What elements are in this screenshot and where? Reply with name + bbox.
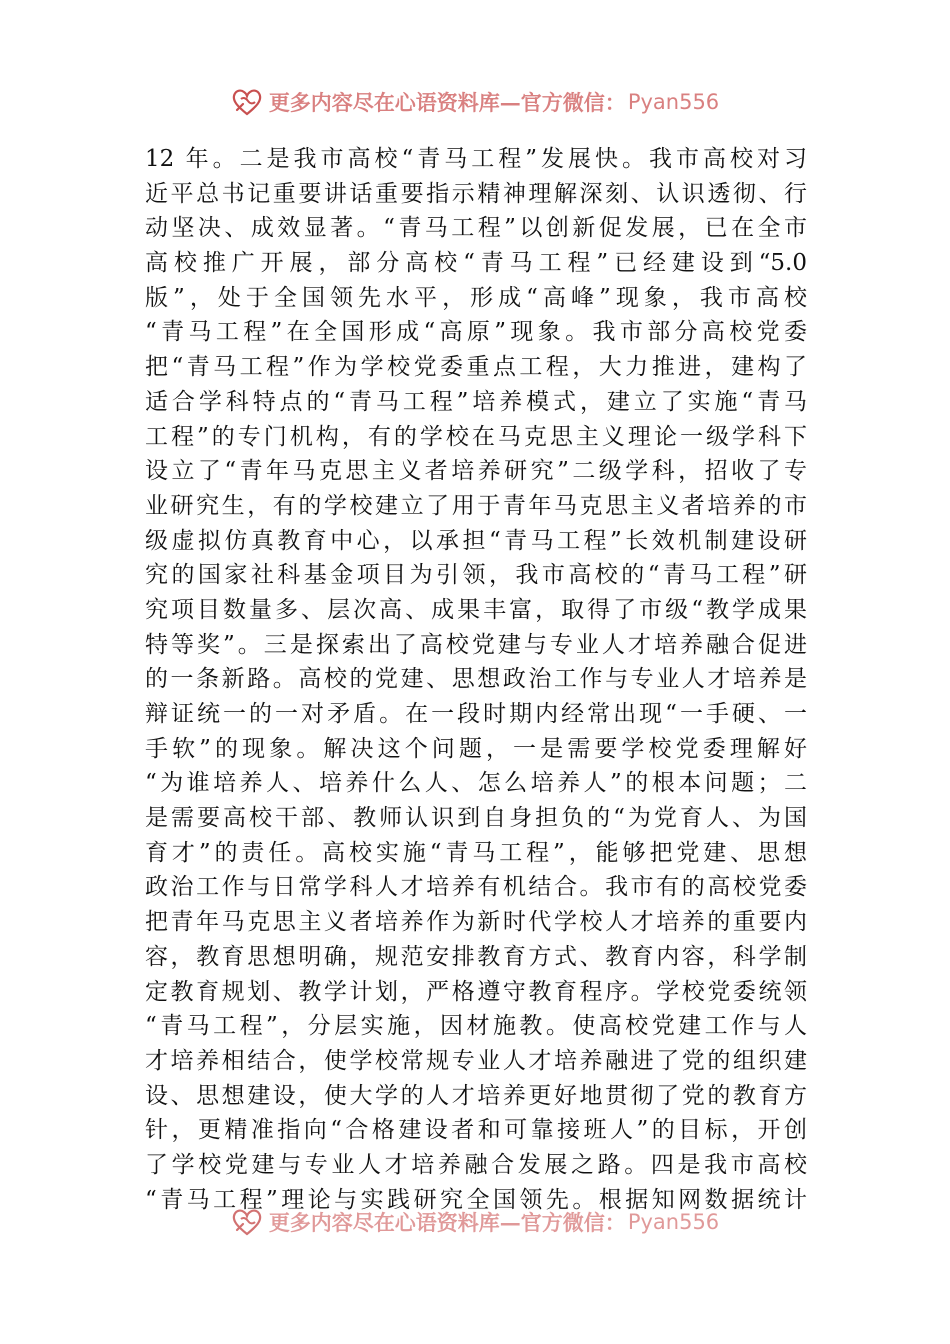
text-line: “为谁培养人、培养什么人、怎么培养人”的根本问题；二 xyxy=(145,770,807,797)
text-line: 适合学科特点的“青马工程”培养模式，建立了实施“青马 xyxy=(145,388,807,415)
text-line: 究的国家社科基金项目为引领，我市高校的“青马工程”研 xyxy=(145,562,807,589)
text-line: 把“青马工程”作为学校党委重点工程，大力推进，建构了 xyxy=(145,354,807,381)
watermark-wechat-id: Pyan556 xyxy=(627,90,720,114)
text-line: 容，教育思想明确，规范安排教育方式、教育内容，科学制 xyxy=(145,943,807,970)
text-line: 设、思想建设，使大学的人才培养更好地贯彻了党的教育方 xyxy=(145,1082,807,1109)
text-line: 12 年。二是我市高校“青马工程”发展快。我市高校对习 xyxy=(145,146,807,172)
header-watermark xyxy=(0,82,950,122)
footer-watermark xyxy=(0,1202,950,1242)
text-line: 的一条新路。高校的党建、思想政治工作与专业人才培养是 xyxy=(145,666,807,693)
text-line: 设立了“青年马克思主义者培养研究”二级学科，招收了专 xyxy=(145,458,807,485)
text-line: 级虚拟仿真教育中心，以承担“青马工程”长效机制建设研 xyxy=(145,527,807,554)
watermark-wechat-id: Pyan556 xyxy=(627,1210,720,1234)
text-line: 了学校党建与专业人才培养融合发展之路。四是我市高校 xyxy=(145,1151,807,1178)
heart-logo-icon xyxy=(231,1206,263,1238)
text-line: 究项目数量多、层次高、成果丰富，取得了市级“教学成果 xyxy=(145,596,807,623)
text-line: 高校推广开展，部分高校“青马工程”已经建设到“5.0 xyxy=(145,250,807,277)
text-line: 手软”的现象。解决这个问题，一是需要学校党委理解好 xyxy=(145,735,807,762)
text-line: 针，更精准指向“合格建设者和可靠接班人”的目标，开创 xyxy=(145,1117,807,1144)
heart-logo-icon xyxy=(231,86,263,118)
text-line: “青马工程”，分层实施，因材施教。使高校党建工作与人 xyxy=(145,1013,807,1040)
text-line: 把青年马克思主义者培养作为新时代学校人才培养的重要内 xyxy=(145,909,807,936)
watermark-text: 更多内容尽在心语资料库—官方微信： xyxy=(268,90,626,115)
text-line: 动坚决、成效显著。“青马工程”以创新促发展，已在全市 xyxy=(145,215,807,242)
text-line: 版”，处于全国领先水平，形成“高峰”现象，我市高校 xyxy=(145,284,807,311)
text-line: “青马工程”在全国形成“高原”现象。我市部分高校党委 xyxy=(145,319,807,346)
text-line: 业研究生，有的学校建立了用于青年马克思主义者培养的市 xyxy=(145,492,807,519)
text-line: 辩证统一的一对矛盾。在一段时期内经常出现“一手硬、一 xyxy=(145,701,807,727)
text-line: 工程”的专门机构，有的学校在马克思主义理论一级学科下 xyxy=(145,423,807,450)
text-line: 近平总书记重要讲话重要指示精神理解深刻、认识透彻、行 xyxy=(145,180,807,207)
text-line: 才培养相结合，使学校常规专业人才培养融进了党的组织建 xyxy=(145,1047,807,1074)
text-line: 定教育规划、教学计划，严格遵守教育程序。学校党委统领 xyxy=(145,978,807,1005)
text-line: 育才”的责任。高校实施“青马工程”，能够把党建、思想 xyxy=(145,839,807,866)
text-line: “青马工程”理论与实践研究全国领先。根据知网数据统计 xyxy=(145,1186,807,1213)
text-line: 政治工作与日常学科人才培养有机结合。我市有的高校党委 xyxy=(145,874,807,901)
text-line: 是需要高校干部、教师认识到自身担负的“为党育人、为国 xyxy=(145,805,807,832)
watermark-text: 更多内容尽在心语资料库—官方微信： xyxy=(268,1210,626,1235)
body-text xyxy=(145,142,807,1217)
text-line: 特等奖”。三是探索出了高校党建与专业人才培养融合促进 xyxy=(145,631,807,658)
